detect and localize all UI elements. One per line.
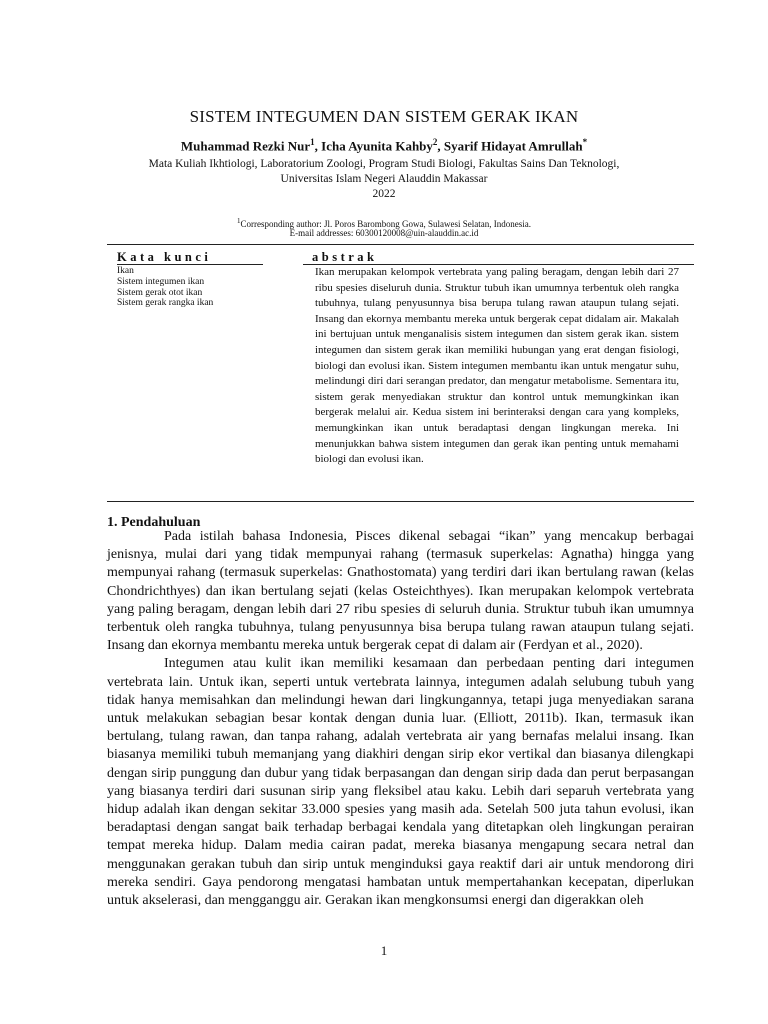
body-text [107, 528, 694, 910]
keyword-item: Ikan [117, 266, 134, 276]
keywords-underline [117, 264, 263, 265]
affiliation-line-1: Mata Kuliah Ikhtiologi, Laboratorium Zoologi, Program Studi Biologi, Fakultas Sains Dan Teknologi, [148, 158, 620, 170]
affiliation-line-2: Universitas Islam Negeri Alauddin Makassar [280, 173, 488, 185]
author-1: Muhammad Rezki Nur [180, 138, 311, 154]
paragraph-2: Integumen atau kulit ikan memiliki kesamaan dan perbedaan penting dari integumen vertebrata lain. Untuk ikan, seperti untuk vertebrata lainnya, integumen adalah selubung tubuh yang tidak hanya memisahkan dan melindungi hewan dari lingkungannya, tetapi juga menyediakan sarana untuk melakukan sebagian besar kontak dengan dunia luar. (Elliott, 2011b). Ikan, termasuk ikan bertulang, tulang rawan, dan tanpa rahang, adalah vertebrata air yang bernafas melalui insang. Ikan biasanya memiliki tubuh memanjang yang diakhiri dengan sirip ekor vertikal dan biasanya dilengkapi dengan sirip punggung dan dubur yang tidak berpasangan dan dengan sirip dada dan perut berpasangan yang biasanya terdiri dari susunan sirip yang fleksibel atau kaku. Lebih dari separuh vertebrata yang hidup adalah ikan dengan sekitar 33.000 spesies yang masih ada. Setelah 500 juta tahun evolusi, ikan beradaptasi dengan sangat baik terhadap berbagai kendala yang ditetapkan oleh lingkungan perairan tempat mereka hidup. Dalam media cairan padat, mereka biasanya mengapung secara netral dan menggunakan gerakan tubuh dan sirip untuk menginduksi gaya reaktif dari air untuk mendorong diri mereka sendiri. Gaya pendorong mengatasi hambatan untuk mempertahankan kecepatan, diperlukan untuk akselerasi, dan mengganggu air. Gerakan ikan mengkonsumsi energi dan digerakkan oleh [107, 656, 694, 909]
corresponding-address: Corresponding author: Jl. Poros Barombong Gowa, Sulawesi Selatan, Indonesia. [240, 219, 531, 229]
keyword-item: Sistem gerak rangka ikan [117, 298, 214, 309]
page-number: 1 [380, 943, 388, 958]
author-3-corresponding-mark: * [582, 137, 588, 147]
author-1-affiliation-mark: 1 [310, 137, 315, 147]
corresponding-mark: 1 [237, 217, 241, 225]
corresponding-email: E-mail addresses: 60300120008@uin-alauddin.ac.id [289, 228, 479, 238]
abstract-heading: abstrak [312, 250, 378, 264]
keywords-list [117, 266, 213, 309]
author-2-affiliation-mark: 2 [432, 137, 438, 147]
author-list [0, 137, 768, 154]
abstract-text: Ikan merupakan kelompok vertebrata yang paling beragam, dengan lebih dari 27 ribu spesies diseluruh dunia. Struktur tubuh ikan umumnya terbentuk oleh rangka tubuhnya, tulang penyusunnya bisa berupa tulang rawan ataupun tulang sejati. Insang dan ekornya membantu mereka untuk bergerak cepat didalam air. Makalah ini bertujuan untuk menganalisis sistem integumen dan sistem gerak ikan. sistem integumen dan sistem gerak ikan memiliki hubungan yang erat dengan fisiologi, biologi dan evolusi ikan. Sistem integumen membantu ikan untuk mengatur suhu, melindungi diri dari serangan predator, dan mengatur metabolisme. Sementara itu, sistem gerak menyediakan struktur dan kontrol untuk memungkinkan ikan bergerak melalui air. Kedua sistem ini berinteraksi dengan cara yang kompleks, memungkinkan ikan untuk beradaptasi dengan lingkungan mereka. Ini menunjukkan bahwa sistem integumen dan gerak ikan penting untuk memahami biologi dan evolusi ikan. [315, 266, 679, 466]
paragraph-1: Pada istilah bahasa Indonesia, Pisces dikenal sebagai “ikan” yang mencakup berbagai jenisnya, mulai dari yang tidak mempunyai rahang (termasuk superkelas: Agnatha) hingga yang mempunyai rahang (termasuk superkelas: Gnathostomata) yang terdiri dari ikan bertulang rawan (kelas Chondrichthyes) dan ikan bertulang sejati (kelas Osteichthyes). Ikan merupakan kelompok vertebrata yang paling beragam, dengan lebih dari 27 ribu spesies di seluruh dunia. Struktur tubuh ikan umumnya terbentuk oleh rangka tubuhnya, tulang penyusunnya bisa berupa tulang rawan ataupun tulang sejati. Insang dan ekornya membantu mereka untuk bergerak cepat di dalam air (Ferdyan et al., 2020). [107, 529, 694, 654]
author-3: Syarif Hidayat Amrullah [443, 138, 583, 154]
author-separator: , [437, 138, 444, 154]
keyword-item: Sistem integumen ikan [117, 276, 205, 287]
paper-title: SISTEM INTEGUMEN DAN SISTEM GERAK IKAN [189, 107, 579, 126]
keywords-heading: Kata kunci [117, 250, 212, 264]
top-rule [107, 244, 694, 245]
author-separator: , [314, 138, 322, 154]
keyword-item: Sistem gerak otot ikan [117, 287, 203, 298]
affiliation-year: 2022 [372, 188, 396, 200]
author-2: Icha Ayunita Kahby [321, 138, 433, 154]
section-heading: 1. Pendahuluan [107, 515, 201, 530]
section-divider [107, 501, 694, 502]
